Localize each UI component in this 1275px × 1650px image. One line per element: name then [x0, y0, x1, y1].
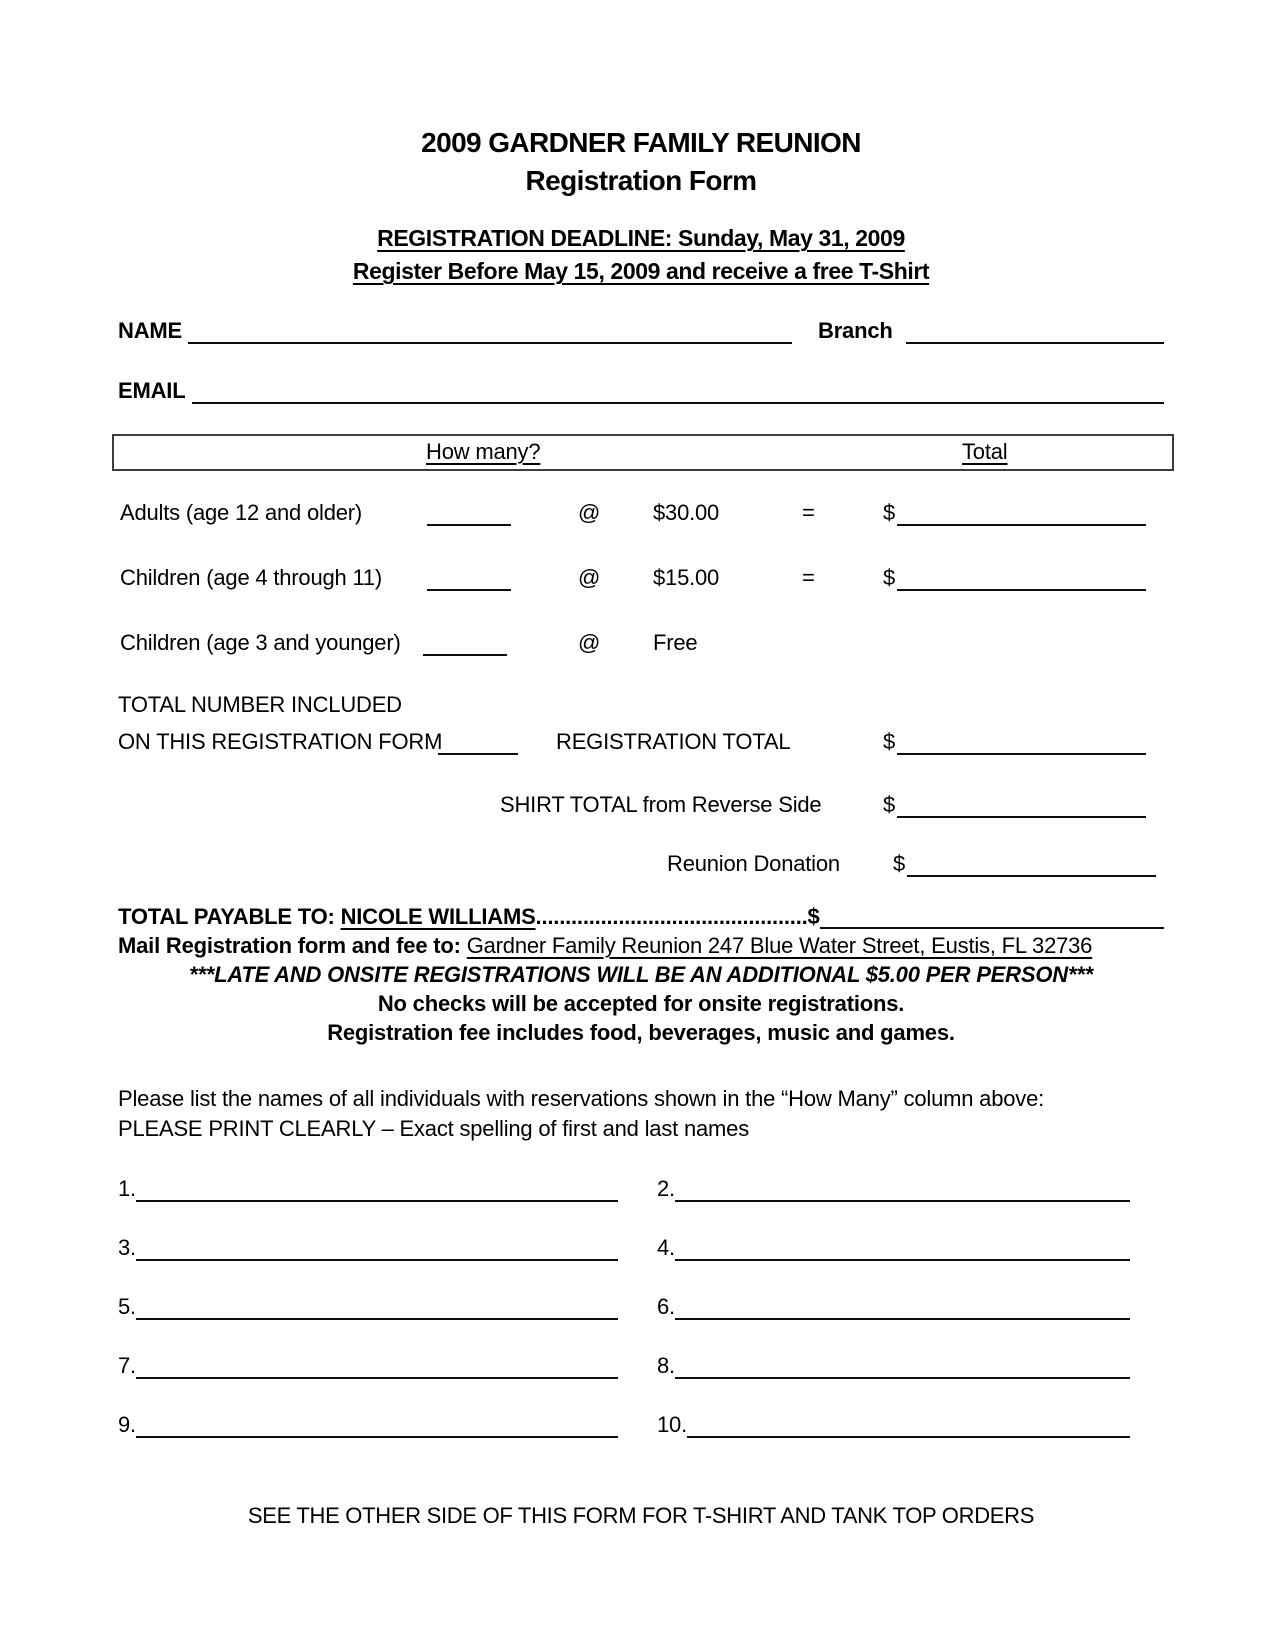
children-4-11-total-blank: [897, 565, 1146, 591]
total-payable-line: [118, 904, 1164, 930]
total-number-line1: [118, 692, 1164, 718]
table-header-box: [112, 434, 1174, 471]
donation-line: [118, 851, 1164, 877]
adults-total-blank: [897, 500, 1146, 526]
fee-includes-note: Registration fee includes food, beverages, music and games.: [327, 1020, 955, 1045]
name-slots-row-4: [118, 1353, 1164, 1379]
donation-label: Reunion Donation: [667, 851, 840, 876]
slot-number: 2.: [657, 1176, 675, 1201]
dollar-sign: $: [807, 904, 820, 929]
children-3-under-price: Free: [653, 630, 698, 655]
payee-name: NICOLE WILLIAMS: [340, 904, 536, 929]
slot-number: 7.: [118, 1353, 136, 1378]
late-fee-note: ***LATE AND ONSITE REGISTRATIONS WILL BE AN ADDITIONAL $5.00 PER PERSON***: [188, 962, 1094, 987]
slot-number: 9.: [118, 1412, 136, 1437]
email-line: [118, 378, 1164, 404]
on-this-form-label: ON THIS REGISTRATION FORM: [118, 729, 443, 754]
registration-total-blank: [897, 729, 1146, 755]
mail-to-label: Mail Registration form and fee to:: [118, 933, 461, 958]
name-slot-blank: [136, 1436, 618, 1438]
equals-sign: =: [802, 565, 815, 590]
name-label: NAME: [118, 318, 182, 343]
adults-label: Adults (age 12 and older): [120, 500, 363, 525]
deadline-line: REGISTRATION DEADLINE: Sunday, May 31, 2009: [377, 225, 905, 251]
name-slots-row-3: [118, 1294, 1164, 1320]
page-subtitle: Registration Form: [525, 165, 757, 196]
page-title: 2009 GARDNER FAMILY REUNION: [421, 127, 861, 158]
total-number-label: TOTAL NUMBER INCLUDED: [118, 692, 402, 717]
slot-number: 10.: [657, 1412, 687, 1437]
shirt-total-blank: [897, 792, 1146, 818]
children-4-11-qty-blank: [427, 565, 511, 591]
dollar-sign: $: [883, 792, 896, 817]
name-slots-row-1: [118, 1176, 1164, 1202]
shirt-total-label: SHIRT TOTAL from Reverse Side: [500, 792, 822, 817]
children-4-11-price: $15.00: [653, 565, 720, 590]
name-slot-blank: [136, 1200, 618, 1202]
dollar-sign: $: [883, 500, 896, 525]
name-slot-blank: [675, 1200, 1130, 1202]
early-register-line: Register Before May 15, 2009 and receive a free T-Shirt: [352, 258, 930, 284]
payable-amount-blank: [820, 927, 1164, 929]
total-header: Total: [962, 439, 1008, 464]
dollar-sign: $: [883, 565, 896, 590]
slot-number: 6.: [657, 1294, 675, 1319]
name-slot-blank: [136, 1318, 618, 1320]
name-slot-blank: [687, 1436, 1130, 1438]
children-3-under-label: Children (age 3 and younger): [120, 630, 401, 655]
total-number-blank: [438, 729, 518, 755]
adults-row: [118, 500, 1164, 526]
slot-number: 1.: [118, 1176, 136, 1201]
how-many-header: How many?: [426, 439, 541, 464]
name-slot-blank: [675, 1318, 1130, 1320]
name-slot-blank: [136, 1259, 618, 1261]
equals-sign: =: [802, 500, 815, 525]
adults-qty-blank: [427, 500, 511, 526]
branch-blank: [906, 318, 1164, 344]
name-blank: [188, 318, 792, 344]
reverse-side-note: SEE THE OTHER SIDE OF THIS FORM FOR T-SHIRT AND TANK TOP ORDERS: [247, 1503, 1035, 1528]
dollar-sign: $: [893, 851, 906, 876]
shirt-total-line: [118, 792, 1164, 818]
dot-leader: ..............................................: [535, 904, 808, 929]
at-symbol: @: [578, 565, 601, 590]
print-clearly-instruction: PLEASE PRINT CLEARLY – Exact spelling of first and last names: [118, 1116, 749, 1141]
registration-total-label: REGISTRATION TOTAL: [556, 729, 791, 754]
children-4-11-row: [118, 565, 1164, 591]
name-branch-line: [118, 318, 1164, 344]
children-4-11-label: Children (age 4 through 11): [120, 565, 383, 590]
email-label: EMAIL: [118, 378, 186, 403]
no-checks-note: No checks will be accepted for onsite registrations.: [377, 991, 905, 1016]
total-number-line2: [118, 729, 1164, 755]
adults-price: $30.00: [653, 500, 720, 525]
name-slot-blank: [675, 1259, 1130, 1261]
slot-number: 4.: [657, 1235, 675, 1260]
mail-line: [118, 933, 1164, 959]
slot-number: 3.: [118, 1235, 136, 1260]
name-slots-row-5: [118, 1412, 1164, 1438]
total-payable-label: TOTAL PAYABLE TO:: [118, 904, 341, 929]
slot-number: 5.: [118, 1294, 136, 1319]
branch-label: Branch: [818, 318, 893, 343]
at-symbol: @: [578, 500, 601, 525]
children-3-under-qty-blank: [423, 630, 507, 656]
donation-blank: [907, 851, 1156, 877]
at-symbol: @: [578, 630, 601, 655]
list-names-instruction: Please list the names of all individuals with reservations shown in the “How Many” column above:: [118, 1086, 1045, 1111]
dollar-sign: $: [883, 729, 896, 754]
name-slot-blank: [675, 1377, 1130, 1379]
slot-number: 8.: [657, 1353, 675, 1378]
children-3-under-row: [118, 630, 1164, 656]
email-blank: [192, 378, 1164, 404]
mail-address: Gardner Family Reunion 247 Blue Water Street, Eustis, FL 32736: [466, 933, 1093, 958]
name-slots-row-2: [118, 1235, 1164, 1261]
name-slot-blank: [136, 1377, 618, 1379]
